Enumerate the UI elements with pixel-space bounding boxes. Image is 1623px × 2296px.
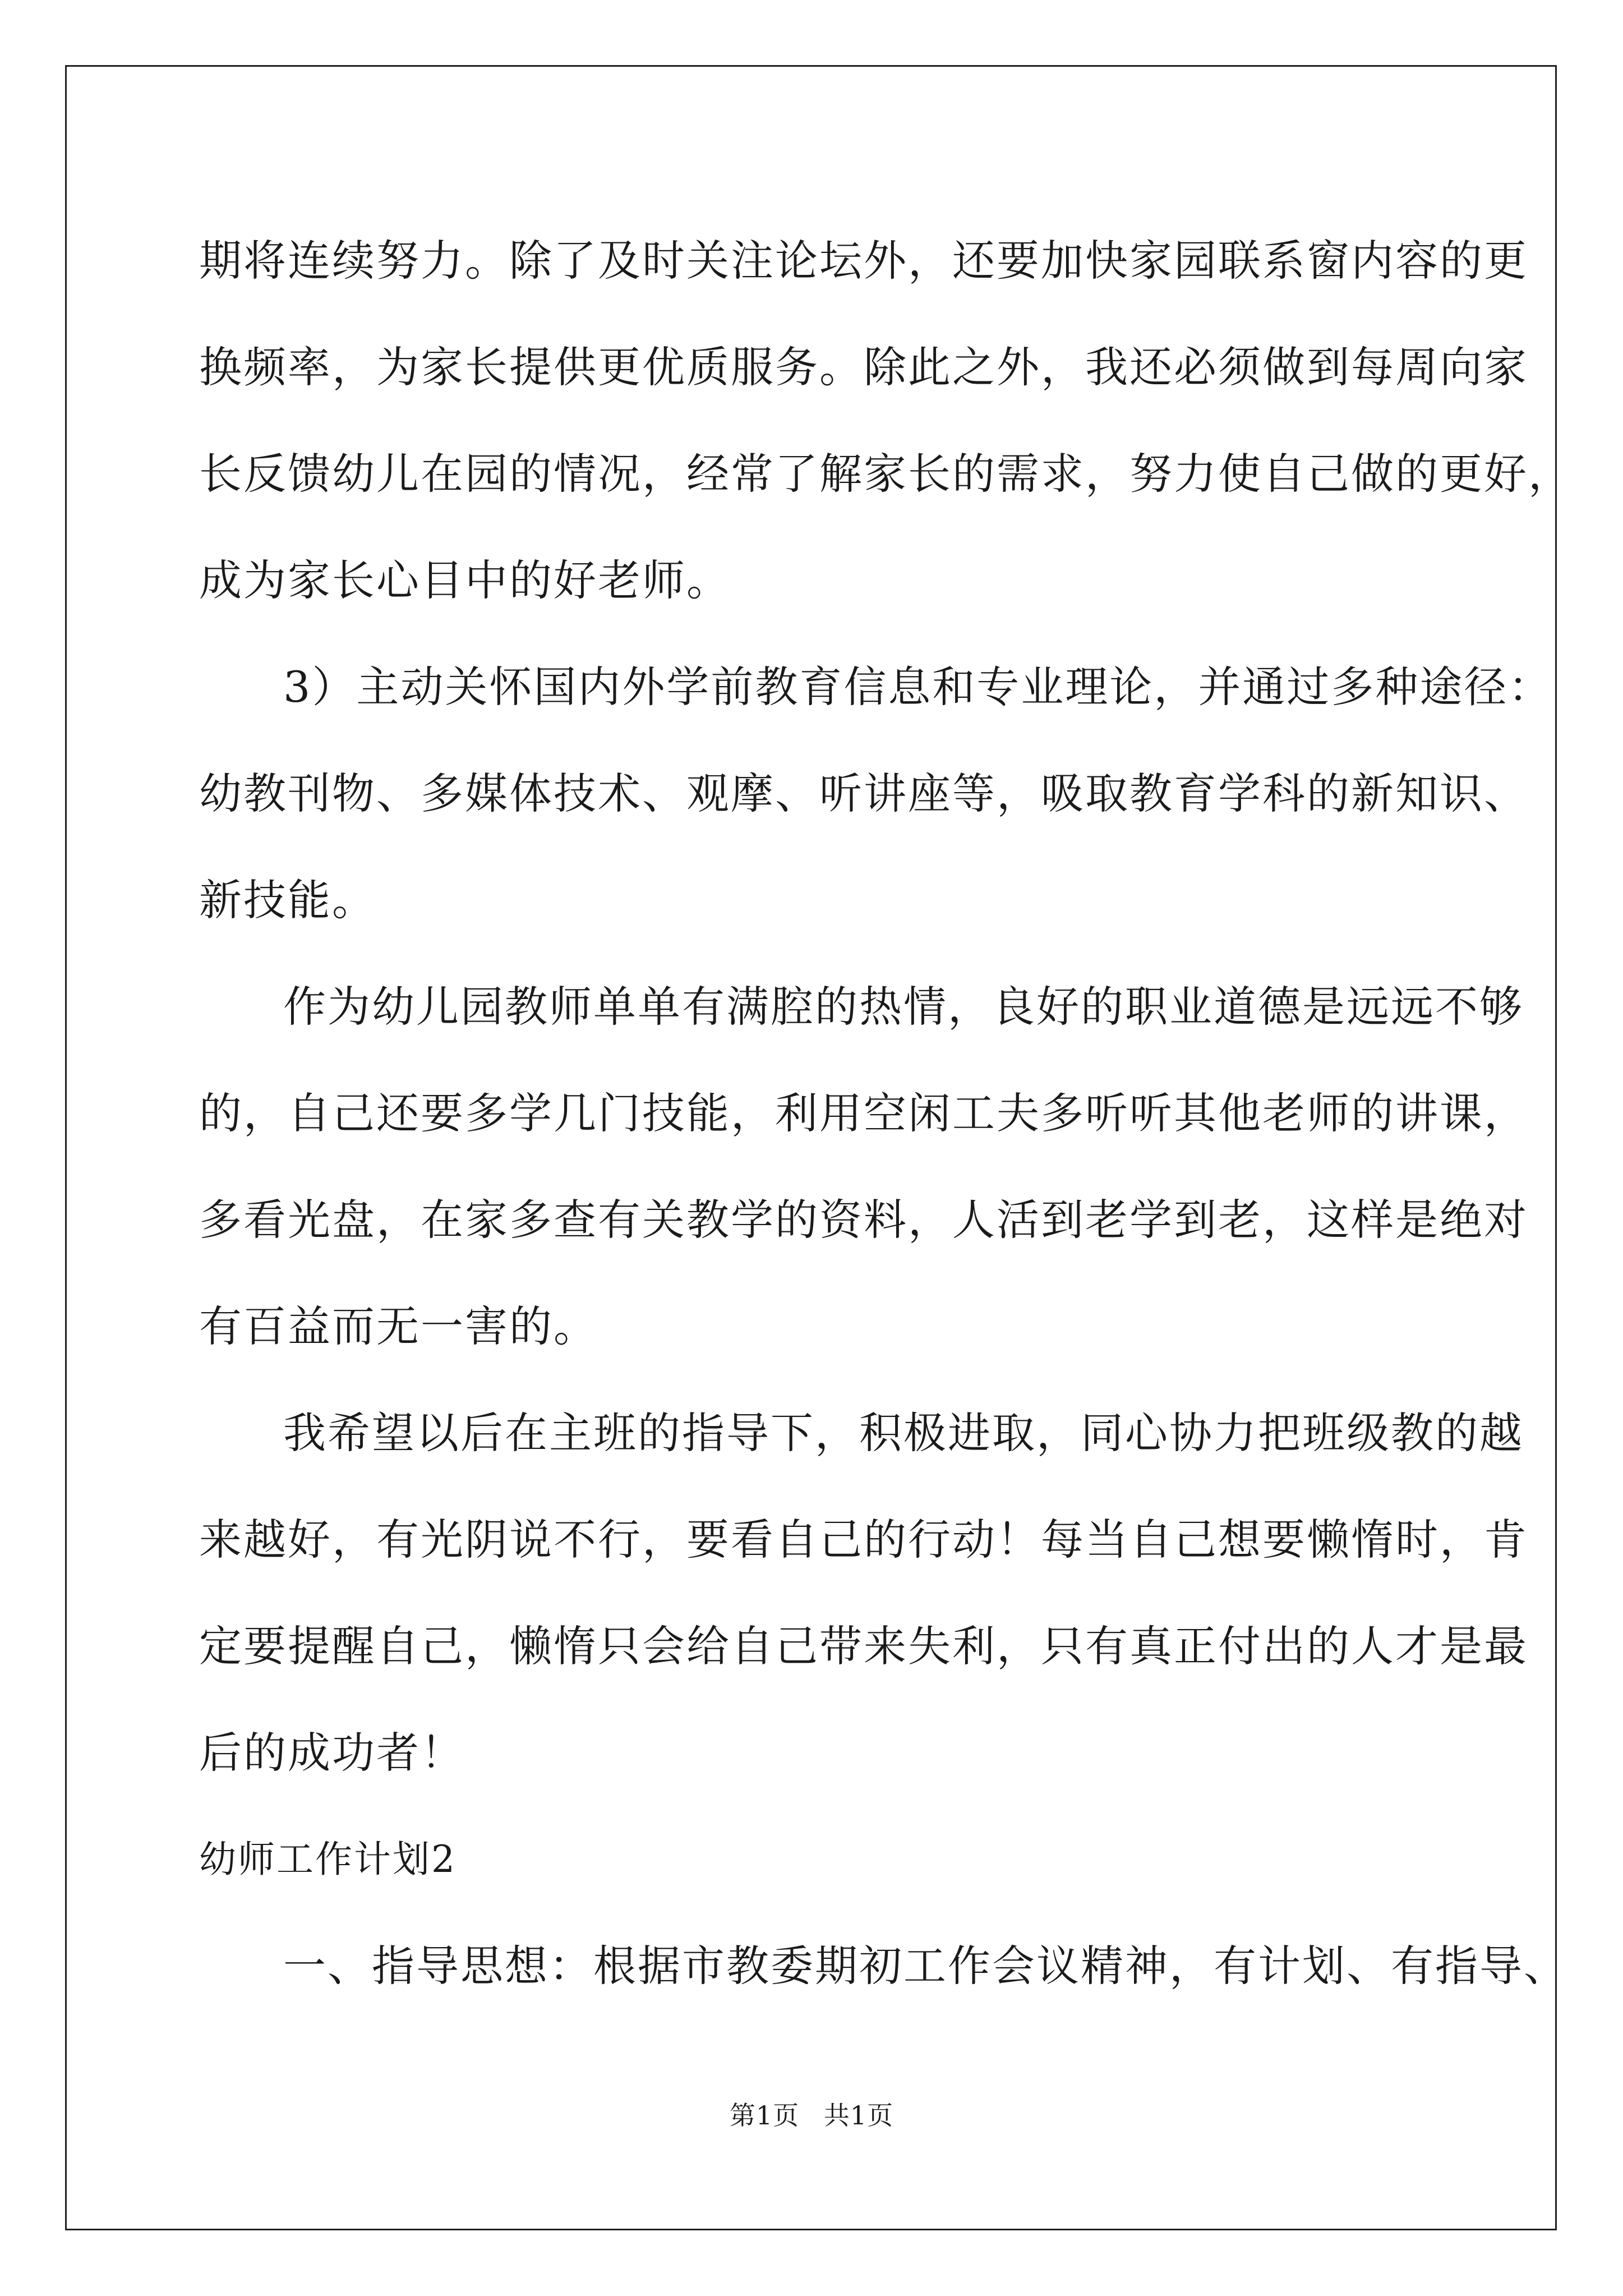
text-line: 来越好，有光阴说不行，要看自己的行动！每当自己想要懒惰时，肯 <box>199 1515 1528 1565</box>
text-line: 作为幼儿园教师单单有满腔的热情，良好的职业道德是远远不够 <box>283 982 1524 1032</box>
text-line: 期将连续努力。除了及时关注论坛外，还要加快家园联系窗内容的更 <box>199 236 1528 286</box>
section-heading: 幼师工作计划2 <box>199 1838 457 1881</box>
text-line: 换频率，为家长提供更优质服务。除此之外，我还必须做到每周向家 <box>199 342 1528 392</box>
text-line: 有百益而无一害的。 <box>199 1301 598 1351</box>
text-line: 一、指导思想：根据市教委期初工作会议精神，有计划、有指导、 <box>283 1941 1568 1991</box>
document-body <box>199 208 1573 2019</box>
text-line: 多看光盘，在家多查有关教学的资料，人活到老学到老，这样是绝对 <box>199 1195 1528 1245</box>
text-line: 我希望以后在主班的指导下，积极进取，同心协力把班级教的越 <box>283 1408 1524 1458</box>
page-total: 共1页 <box>823 2100 894 2131</box>
text-line: 3）主动关怀国内外学前教育信息和专业理论，并通过多种途径： <box>283 662 1553 712</box>
text-line: 长反馈幼儿在园的情况，经常了解家长的需求，努力使自己做的更好， <box>199 449 1573 499</box>
text-line: 后的成功者！ <box>199 1728 465 1778</box>
text-line: 的，自己还要多学几门技能，利用空闲工夫多听听其他老师的讲课， <box>199 1088 1528 1138</box>
text-line: 新技能。 <box>199 875 376 925</box>
text-line: 幼教刊物、多媒体技术、观摩、听讲座等，吸取教育学科的新知识、 <box>199 769 1528 818</box>
text-line: 定要提醒自己，懒惰只会给自己带来失利，只有真正付出的人才是最 <box>199 1621 1528 1671</box>
page-number: 第1页 <box>729 2100 800 2131</box>
text-line: 成为家长心目中的好老师。 <box>199 555 731 605</box>
page-footer <box>0 2095 1623 2132</box>
